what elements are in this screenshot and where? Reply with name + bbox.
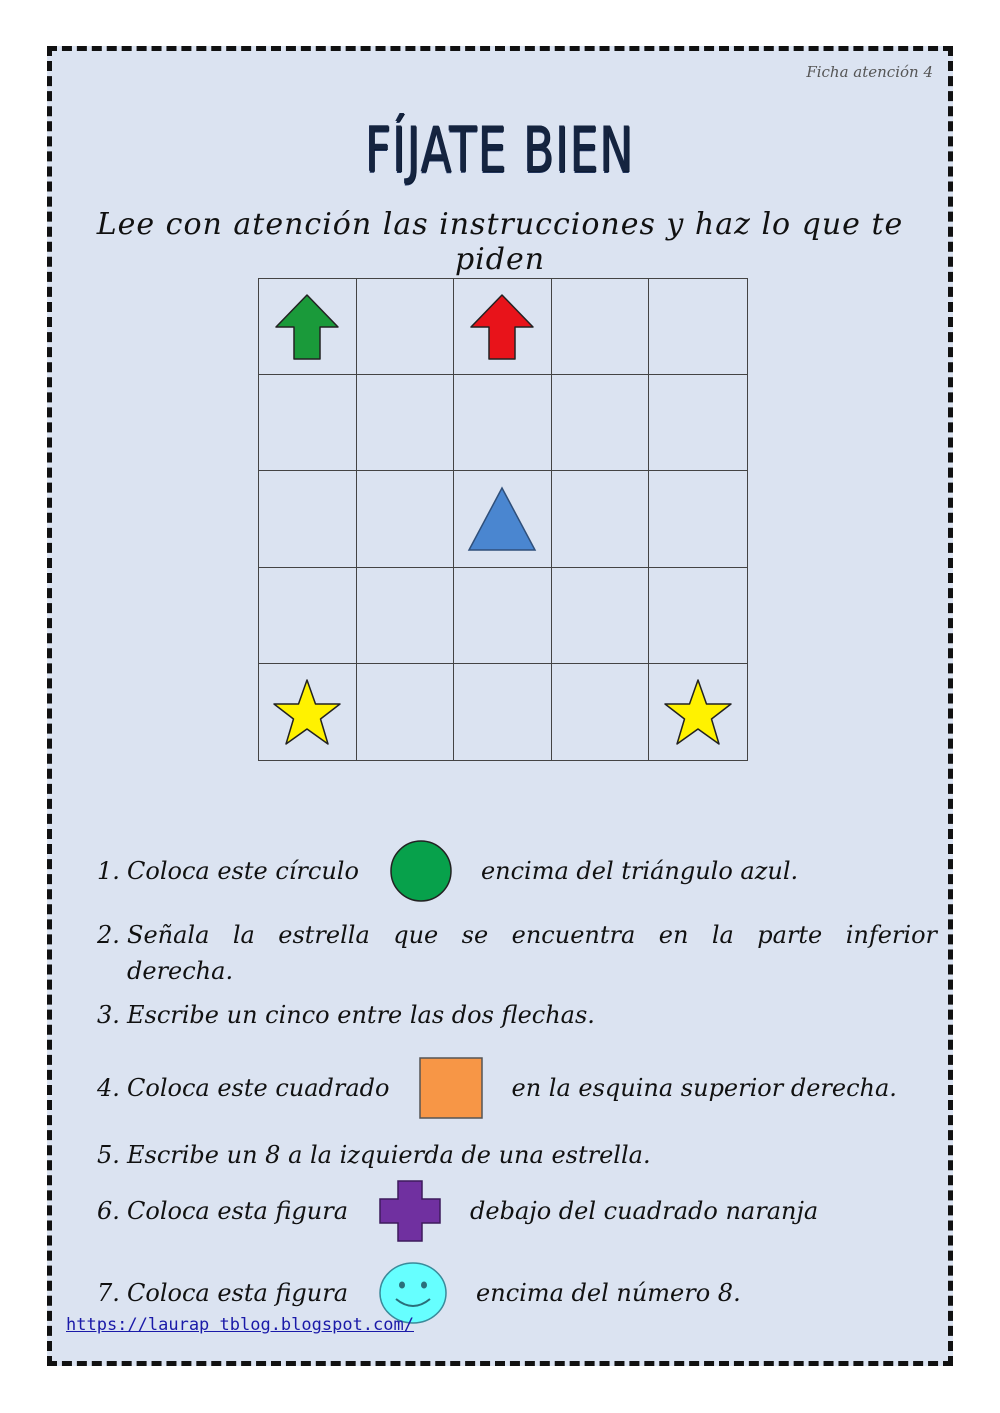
instruction-text: Coloca este cuadrado [127, 1074, 390, 1102]
instruction-text: debajo del cuadrado naranja [470, 1197, 819, 1225]
grid-cell-r4-c4[interactable] [552, 568, 650, 664]
instruction-number: 1. [97, 857, 120, 885]
triangle-icon [467, 486, 537, 552]
instruction-text: Coloca esta figura [127, 1197, 349, 1225]
instruction-number: 4. [97, 1074, 120, 1102]
instruction-4 [97, 1057, 937, 1119]
grid-cell-r2-c3[interactable] [454, 375, 552, 471]
instruction-5 [97, 1141, 937, 1169]
grid-cell-r3-c4[interactable] [552, 471, 650, 567]
corner-label: Ficha atención 4 [806, 63, 933, 81]
instruction-word: parte [757, 921, 823, 949]
grid-cell-r5-c4[interactable] [552, 664, 650, 760]
grid-cell-r4-c3[interactable] [454, 568, 552, 664]
instruction-3 [97, 1001, 937, 1029]
grid-cell-r4-c5[interactable] [649, 568, 747, 664]
grid-cell-r1-c2[interactable] [357, 279, 455, 375]
instruction-word: estrella [278, 921, 370, 949]
grid-cell-r5-c3[interactable] [454, 664, 552, 760]
instruction-text: Coloca esta figura [127, 1279, 349, 1307]
arrow-up-icon [469, 293, 535, 361]
grid-cell-r3-c3[interactable] [454, 471, 552, 567]
arrow-up-icon [274, 293, 340, 361]
green-circle-icon[interactable] [389, 839, 453, 903]
instruction-text: Escribe un cinco entre las dos flechas. [127, 1001, 595, 1029]
instruction-number: 7. [97, 1279, 120, 1307]
grid-cell-r5-c2[interactable] [357, 664, 455, 760]
grid-cell-r5-c5[interactable] [649, 664, 747, 760]
purple-cross-icon[interactable] [378, 1179, 442, 1243]
instruction-word: la [711, 921, 734, 949]
instruction-6 [97, 1179, 937, 1243]
grid-cell-r4-c2[interactable] [357, 568, 455, 664]
grid-cell-r1-c1[interactable] [259, 279, 357, 375]
orange-square-icon[interactable] [419, 1057, 483, 1119]
instruction-word: encuentra [511, 921, 636, 949]
grid-cell-r2-c2[interactable] [357, 375, 455, 471]
instruction-1 [97, 839, 937, 903]
star-icon [272, 678, 342, 746]
grid-cell-r4-c1[interactable] [259, 568, 357, 664]
instruction-number: 3. [97, 1001, 120, 1029]
blog-link[interactable]: https://laurap tblog.blogspot.com/ [66, 1315, 414, 1335]
instruction-number: 2. [97, 921, 120, 949]
grid-cell-r1-c4[interactable] [552, 279, 650, 375]
grid-cell-r2-c1[interactable] [259, 375, 357, 471]
instruction-word: que [393, 921, 439, 949]
instruction-word: inferior [845, 921, 937, 949]
instruction-text [127, 921, 937, 949]
page-subtitle: Lee con atención las instrucciones y haz lo que te piden [96, 207, 904, 277]
instruction-word: se [461, 921, 489, 949]
instruction-text: en la esquina superior derecha. [511, 1074, 897, 1102]
instruction-text: Coloca este círculo [127, 857, 359, 885]
instruction-word: Señala [127, 921, 210, 949]
worksheet [47, 46, 953, 1366]
instruction-number: 5. [97, 1141, 120, 1169]
instruction-number: 6. [97, 1197, 120, 1225]
instruction-word: en [658, 921, 689, 949]
instruction-word: la [232, 921, 255, 949]
instruction-2 [97, 921, 937, 949]
instruction-text: Escribe un 8 a la izquierda de una estrella. [127, 1141, 651, 1169]
instruction-text: encima del número 8. [476, 1279, 741, 1307]
page-title: FÍJATE BIEN [365, 113, 635, 186]
grid-cell-r2-c4[interactable] [552, 375, 650, 471]
instruction-text-continuation: derecha. [127, 957, 234, 985]
grid-cell-r3-c2[interactable] [357, 471, 455, 567]
star-icon [663, 678, 733, 746]
grid-cell-r5-c1[interactable] [259, 664, 357, 760]
grid-cell-r3-c1[interactable] [259, 471, 357, 567]
grid-cell-r1-c3[interactable] [454, 279, 552, 375]
grid-cell-r2-c5[interactable] [649, 375, 747, 471]
grid-cell-r3-c5[interactable] [649, 471, 747, 567]
instruction-text: encima del triángulo azul. [480, 857, 799, 885]
grid-cell-r1-c5[interactable] [649, 279, 747, 375]
shape-grid [258, 278, 748, 761]
